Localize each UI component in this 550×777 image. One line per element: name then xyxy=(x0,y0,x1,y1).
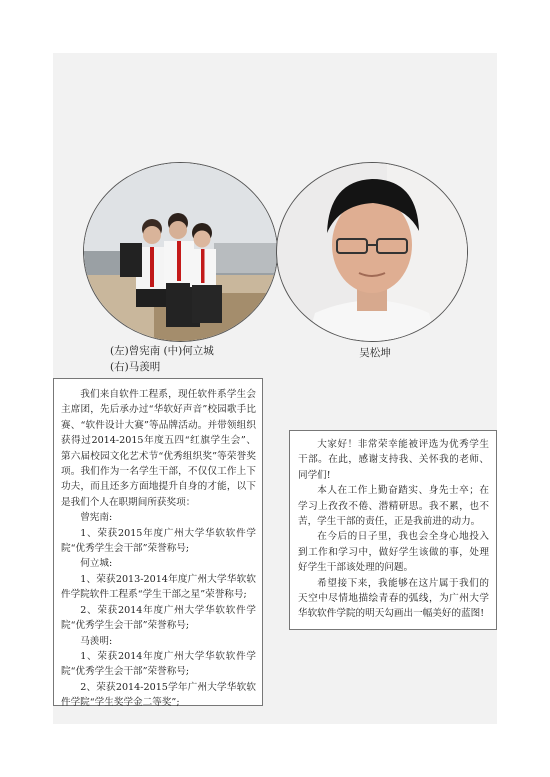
award-name-1: 曾宪南: xyxy=(80,512,113,524)
award-name-2: 何立城: xyxy=(80,558,113,570)
award-name-3: 马羡明: xyxy=(80,635,113,647)
award-item: 1、荣获2013-2014年度广州大学华软软件学院软件工程系“学生干部之星”荣誉称号; xyxy=(61,573,256,601)
personal-statement-box xyxy=(289,430,497,630)
statement-paragraph-2: 本人在工作上勤奋踏实、身先士卒；在学习上孜孜不倦、潜精研思。我不累，也不苦，学生干部的责任，正是我前进的动力。 xyxy=(298,485,489,528)
portrait-caption: 吴松坤 xyxy=(359,347,391,359)
award-item: 1、荣获2015年度广州大学华软软件学院“优秀学生会干部”荣誉称号; xyxy=(61,527,256,555)
award-item: 1、荣获2014年度广州大学华软软件学院“优秀学生会干部”荣誉称号; xyxy=(61,650,256,678)
caption-line-2: (右)马羡明 xyxy=(110,361,161,373)
caption-line-1: (左)曾宪南 (中)何立城 xyxy=(110,345,214,357)
award-item: 2、荣获2014年度广州大学华软软件学院“优秀学生会干部”荣誉称号; xyxy=(61,604,256,632)
statement-paragraph-4: 希望接下来，我能够在这片属于我们的天空中尽情地描绘青春的弧线，为广州大学华软软件学院的明天勾画出一幅美好的蓝图! xyxy=(298,577,489,620)
group-photo-caption xyxy=(110,343,270,375)
intro-paragraph: 我们来自软件工程系，现任软件系学生会主席团，先后承办过“华软好声音”校园歌手比赛、“软件设计大赛”等品牌活动。并带领组织获得过2014-2015年度五四“红旗学生会”、第六届校园文化艺术节“优秀组织奖”等荣誉奖项。我们作为一名学生干部，不仅仅工作上下功夫，而且还多方面地提升自身的才能，以下是我们个人在职期间所获奖项： xyxy=(61,389,256,508)
team-introduction-box xyxy=(53,378,263,709)
portrait-photo xyxy=(276,162,468,342)
statement-paragraph-3: 在今后的日子里，我也会全身心地投入到工作和学习中，做好学生该做的事，处理好学生干部该处理的问题。 xyxy=(298,531,489,574)
group-photo xyxy=(83,162,278,342)
statement-paragraph-1: 大家好！非常荣幸能被评选为优秀学生干部。在此，感谢支持我、关怀我的老师、同学们! xyxy=(298,439,489,481)
award-item: 2、荣获2014-2015学年广州大学华软软件学院“学生奖学金二等奖”; xyxy=(61,681,256,709)
